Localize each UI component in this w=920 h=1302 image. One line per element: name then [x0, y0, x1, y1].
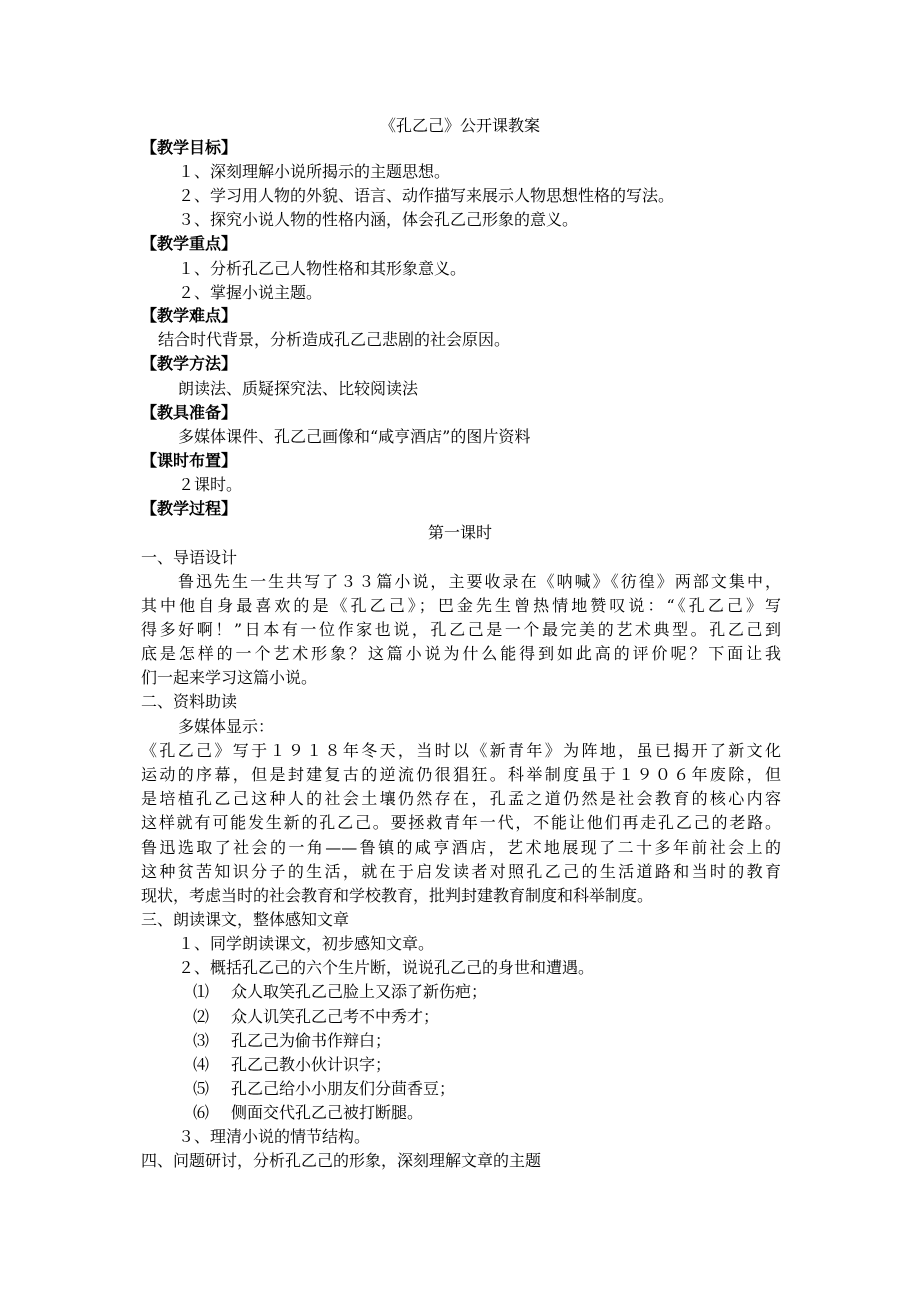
schedule-text: ２课时。	[178, 475, 243, 494]
schedule-heading: 【课时布置】	[141, 451, 238, 470]
objective-item: １、深刻理解小说所揭示的主题思想。	[178, 162, 451, 181]
keypoints-heading: 【教学重点】	[141, 234, 238, 253]
fragment-text: 孔乙己教小伙计识字；	[231, 1055, 392, 1074]
fragment-text: 孔乙己为偷书作辩白；	[231, 1031, 392, 1050]
paragraph-line: 底是怎样的一个艺术形象？这篇小说为什么能得到如此高的评价呢？下面让我	[141, 644, 781, 663]
paragraph-line: 其中他自身最喜欢的是《孔乙己》；巴金先生曾热情地赞叹说：“《孔乙己》写	[141, 596, 781, 615]
keypoint-item: １、分析孔乙己人物性格和其形象意义。	[178, 259, 467, 278]
fragment-number: ⑸	[193, 1079, 210, 1098]
process-heading: 【教学过程】	[141, 499, 238, 518]
step-item: ２、概括孔乙己的六个生片断，说说孔乙己的身世和遭遇。	[178, 958, 595, 977]
section-heading-reading: 二、资料助读	[141, 692, 238, 711]
difficulty-text: 结合时代背景，分析造成孔乙己悲剧的社会原因。	[158, 330, 511, 349]
multimedia-label: 多媒体显示：	[178, 717, 275, 736]
materials-heading: 【教具准备】	[141, 403, 238, 422]
step-item: １、同学朗读课文，初步感知文章。	[178, 934, 435, 953]
paragraph-line: 是培植孔乙己这种人的社会土壤仍然存在，孔孟之道仍然是社会教育的核心内容	[141, 789, 781, 808]
fragment-number: ⑴	[193, 982, 210, 1001]
fragment-number: ⑶	[193, 1031, 210, 1050]
methods-text: 朗读法、质疑探究法、比较阅读法	[178, 379, 419, 398]
paragraph-line: 这种贫苦知识分子的生活，就在于启发读者对照孔乙己的生活道路和当时的教育	[141, 862, 781, 881]
materials-text: 多媒体课件、孔乙己画像和“咸亨酒店”的图片资料	[178, 427, 531, 446]
fragment-text: 孔乙己给小小朋友们分茴香豆；	[231, 1079, 456, 1098]
methods-heading: 【教学方法】	[141, 354, 238, 373]
paragraph-line: 运动的序幕，但是封建复古的逆流仍很猖狂。科举制度虽于１９０６年废除，但	[141, 765, 781, 784]
objective-item: ３、探究小说人物的性格内涵，体会孔乙己形象的意义。	[178, 210, 579, 229]
fragment-text: 侧面交代孔乙己被打断腿。	[231, 1103, 424, 1122]
fragment-text: 众人取笑孔乙己脸上又添了新伤疤；	[231, 982, 488, 1001]
fragment-number: ⑵	[193, 1007, 210, 1026]
fragment-number: ⑹	[193, 1103, 210, 1122]
section-heading-perceive: 三、朗读课文，整体感知文章	[141, 910, 350, 929]
step-item: ３、理清小说的情节结构。	[178, 1127, 371, 1146]
section-heading-discussion: 四、问题研讨，分析孔乙己的形象，深刻理解文章的主题	[141, 1151, 542, 1170]
paragraph-line: 鲁迅先生一生共写了３３篇小说，主要收录在《呐喊》《彷徨》两部文集中，	[178, 572, 781, 591]
paragraph-line: 们一起来学习这篇小说。	[141, 668, 318, 687]
objectives-heading: 【教学目标】	[141, 138, 238, 157]
objective-item: ２、学习用人物的外貌、语言、动作描写来展示人物思想性格的写法。	[178, 186, 675, 205]
keypoint-item: ２、掌握小说主题。	[178, 283, 323, 302]
document-title: 《孔乙己》公开课教案	[379, 116, 540, 135]
paragraph-line: 这样就有可能发生新的孔乙己。要拯救青年一代，不能让他们再走孔乙己的老路。	[141, 813, 781, 832]
paragraph-line: 鲁迅选取了社会的一角——鲁镇的咸亨酒店，艺术地展现了二十多年前社会上的	[141, 838, 781, 857]
difficulty-heading: 【教学难点】	[141, 306, 238, 325]
fragment-text: 众人讥笑孔乙己考不中秀才；	[231, 1007, 440, 1026]
paragraph-line: 《孔乙己》写于１９１８年冬天，当时以《新青年》为阵地，虽已揭开了新文化	[141, 741, 781, 760]
fragment-number: ⑷	[193, 1055, 210, 1074]
paragraph-line: 现状，考虑当时的社会教育和学校教育，批判封建教育制度和科举制度。	[141, 886, 654, 905]
lesson-title: 第一课时	[427, 523, 492, 542]
section-heading-intro: 一、导语设计	[141, 548, 238, 567]
paragraph-line: 得多好啊！”日本有一位作家也说，孔乙己是一个最完美的艺术典型。孔乙己到	[141, 620, 781, 639]
